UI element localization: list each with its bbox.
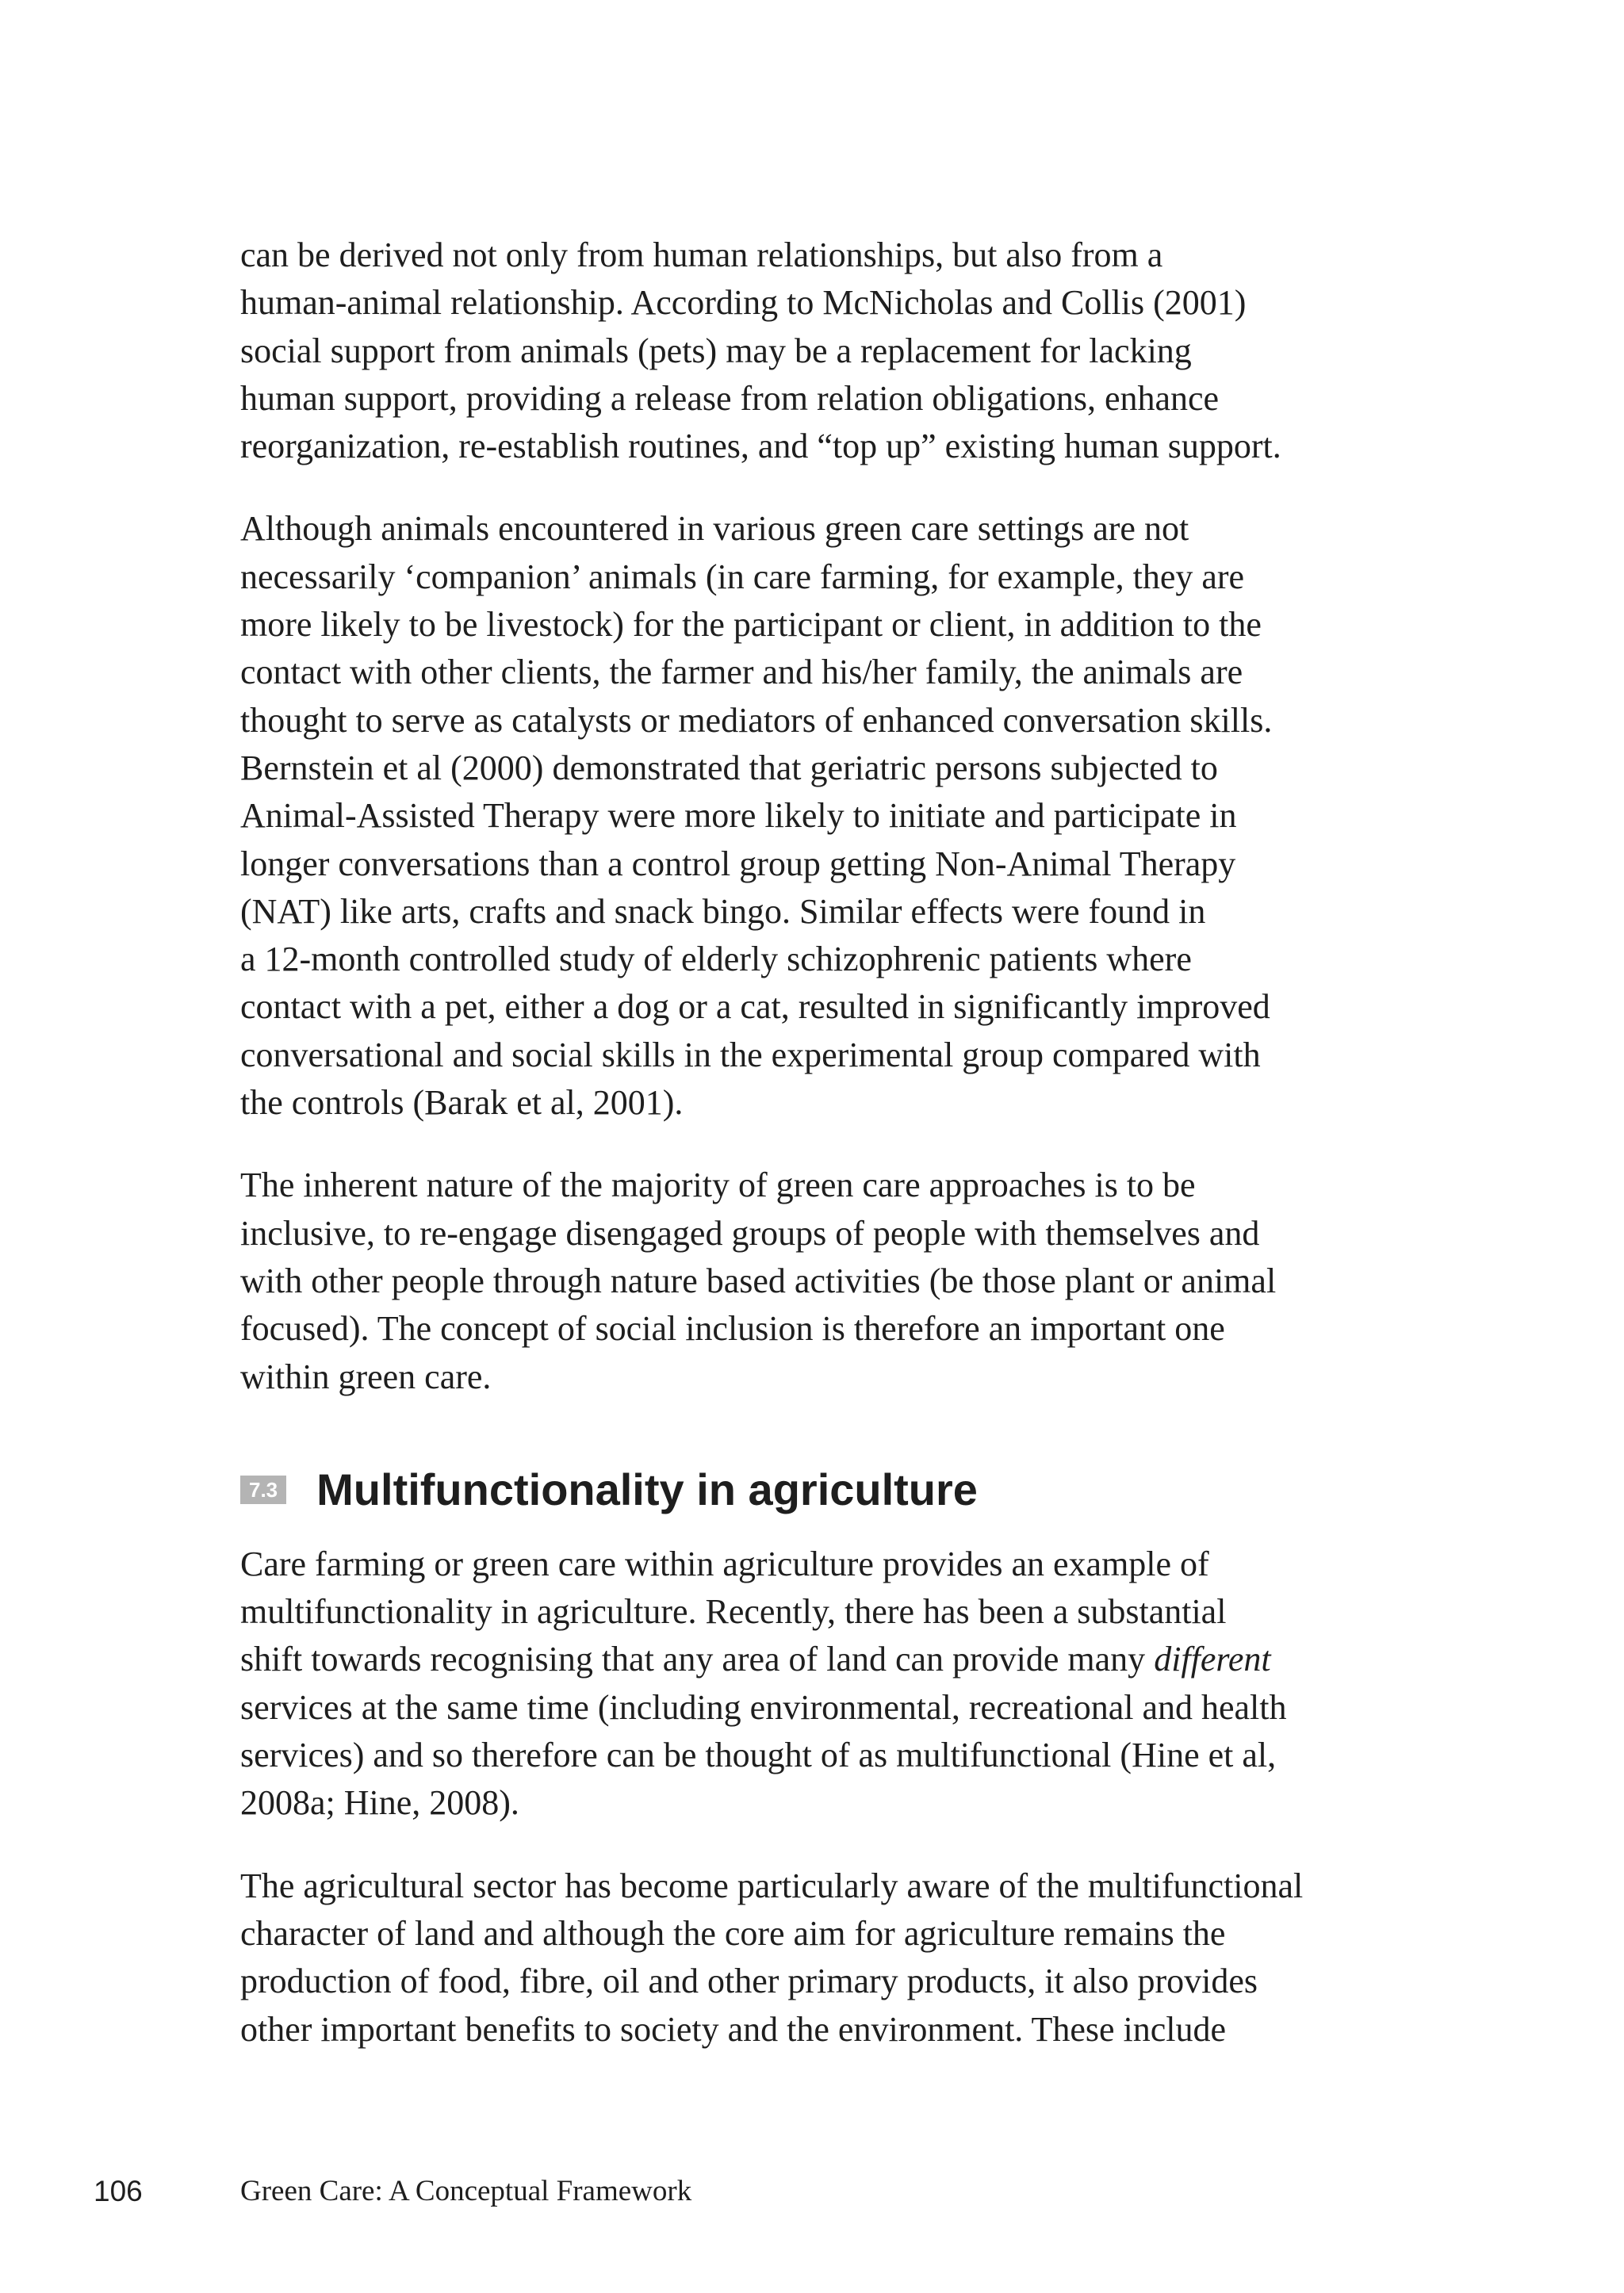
text-run: shift towards recognising that any area of land can provide many (240, 1640, 1155, 1679)
text-line: services at the same time (including environmental, recreational and health (240, 1687, 1287, 1727)
text-line: Animal-Assisted Therapy were more likely to initiate and participate in (240, 796, 1237, 836)
emphasis-text: different (1154, 1640, 1271, 1679)
text-line: character of land and although the core aim for agriculture remains the (240, 1913, 1226, 1953)
paragraph-animals-as-catalysts (240, 505, 1390, 1127)
text-line: social support from animals (pets) may be a replacement for lacking (240, 331, 1192, 370)
text-line: necessarily ‘companion’ animals (in care farming, for example, they are (240, 557, 1245, 596)
text-line: Bernstein et al (2000) demonstrated that geriatric persons subjected to (240, 748, 1218, 787)
text-line: thought to serve as catalysts or mediators of enhanced conversation skills. (240, 700, 1273, 740)
page-number: 106 (94, 2175, 143, 2207)
paragraph-agricultural-sector (240, 1862, 1390, 2054)
text-line: more likely to be livestock) for the participant or client, in addition to the (240, 605, 1262, 645)
text-line: within green care. (240, 1357, 492, 1396)
text-line: conversational and social skills in the experimental group compared with (240, 1035, 1261, 1074)
text-line: (NAT) like arts, crafts and snack bingo. Similar effects were found in (240, 891, 1206, 931)
text-line: longer conversations than a control group getting Non-Animal Therapy (240, 844, 1236, 883)
page-body (240, 232, 1390, 2088)
section-heading (240, 1458, 1390, 1522)
text-line: multifunctionality in agriculture. Recently, there has been a substantial (240, 1592, 1227, 1632)
text-line (240, 1636, 1390, 1683)
text-line: other important benefits to society and the environment. These include (240, 2009, 1227, 2049)
text-line: contact with other clients, the farmer and his/her family, the animals are (240, 653, 1243, 692)
text-line: a 12-month controlled study of elderly schizophrenic patients where (240, 940, 1192, 979)
paragraph-social-inclusion (240, 1162, 1390, 1400)
paragraph-human-animal-support (240, 232, 1390, 470)
text-line: focused). The concept of social inclusion is therefore an important one (240, 1309, 1225, 1349)
paragraph-multifunctionality (240, 1541, 1390, 1828)
text-line: inclusive, to re-engage disengaged groups of people with themselves and (240, 1213, 1260, 1253)
text-line: human-animal relationship. According to McNicholas and Collis (2001) (240, 283, 1247, 323)
text-line: with other people through nature based activities (be those plant or animal (240, 1261, 1277, 1300)
section-title: Multifunctionality in agriculture (316, 1464, 978, 1515)
text-line: the controls (Barak et al, 2001). (240, 1083, 684, 1123)
text-line: services) and so therefore can be thought of as multifunctional (Hine et al, (240, 1736, 1277, 1775)
text-line: can be derived not only from human relationships, but also from a (240, 235, 1163, 274)
text-line: Although animals encountered in various green care settings are not (240, 509, 1189, 549)
text-line: human support, providing a release from relation obligations, enhance (240, 378, 1220, 418)
text-line: The inherent nature of the majority of green care approaches is to be (240, 1166, 1196, 1205)
text-line: Care farming or green care within agriculture provides an example of (240, 1544, 1209, 1583)
text-line: reorganization, re-establish routines, and “top up” existing human support. (240, 427, 1281, 466)
text-line: The agricultural sector has become particularly aware of the multifunctional (240, 1866, 1304, 1905)
text-line: contact with a pet, either a dog or a cat, resulted in significantly improved (240, 987, 1270, 1027)
section-number-badge: 7.3 (240, 1476, 286, 1504)
text-line: production of food, fibre, oil and other primary products, it also provides (240, 1962, 1258, 2001)
running-footer-title: Green Care: A Conceptual Framework (240, 2175, 692, 2207)
text-line: 2008a; Hine, 2008). (240, 1783, 519, 1823)
